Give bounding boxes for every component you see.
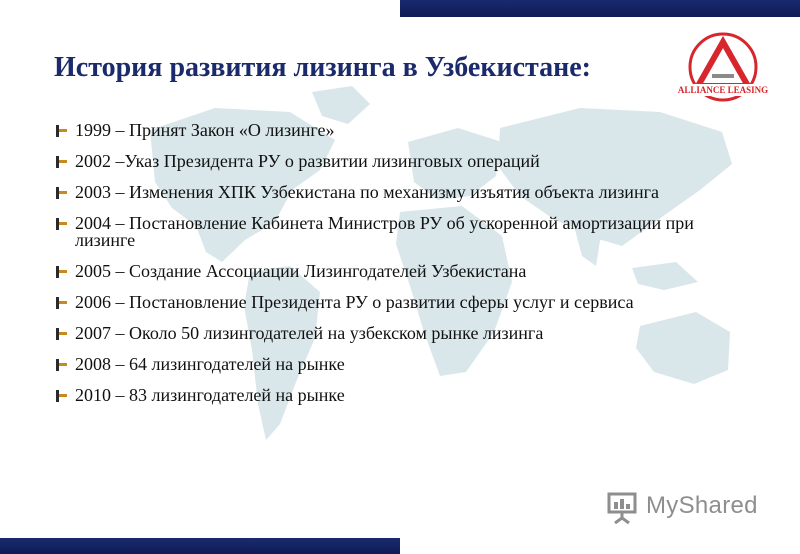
- list-item-text: 2010 – 83 лизингодателей на рынке: [75, 385, 345, 405]
- alliance-leasing-logo: [676, 32, 770, 102]
- list-item: [54, 263, 754, 280]
- page-title: История развития лизинга в Узбекистане:: [54, 52, 591, 83]
- bullet-icon: [54, 123, 68, 137]
- bullet-icon: [54, 185, 68, 199]
- list-item: [54, 122, 754, 139]
- bullet-icon: [54, 295, 68, 309]
- bullet-icon: [54, 216, 68, 230]
- bullet-icon: [54, 264, 68, 278]
- list-item: [54, 184, 754, 201]
- list-item-text: 2003 – Изменения ХПК Узбекистана по механизму изъятия объекта лизинга: [75, 182, 659, 202]
- bullet-icon: [54, 357, 68, 371]
- history-list: [54, 122, 754, 418]
- list-item: [54, 215, 754, 249]
- list-item-text: 2005 – Создание Ассоциации Лизингодателей Узбекистана: [75, 261, 527, 281]
- watermark-text: MyShared: [646, 492, 758, 519]
- list-item-text: 2004 – Постановление Кабинета Министров РУ об ускоренной амортизации при лизинге: [75, 213, 694, 250]
- list-item-text: 1999 – Принят Закон «О лизинге»: [75, 120, 335, 140]
- logo-text: ALLIANCE LEASING: [677, 85, 769, 95]
- myshared-watermark[interactable]: [604, 488, 774, 528]
- list-item: [54, 325, 754, 342]
- list-item: [54, 294, 754, 311]
- list-item: [54, 356, 754, 373]
- presentation-board-icon: [604, 490, 640, 526]
- bullet-icon: [54, 154, 68, 168]
- bullet-icon: [54, 388, 68, 402]
- list-item-text: 2008 – 64 лизингодателей на рынке: [75, 354, 345, 374]
- list-item-text: 2002 –Указ Президента РУ о развитии лизинговых операций: [75, 151, 540, 171]
- bullet-icon: [54, 326, 68, 340]
- list-item-text: 2006 – Постановление Президента РУ о развитии сферы услуг и сервиса: [75, 292, 634, 312]
- list-item: [54, 153, 754, 170]
- list-item: [54, 387, 754, 404]
- list-item-text: 2007 – Около 50 лизингодателей на узбекском рынке лизинга: [75, 323, 544, 343]
